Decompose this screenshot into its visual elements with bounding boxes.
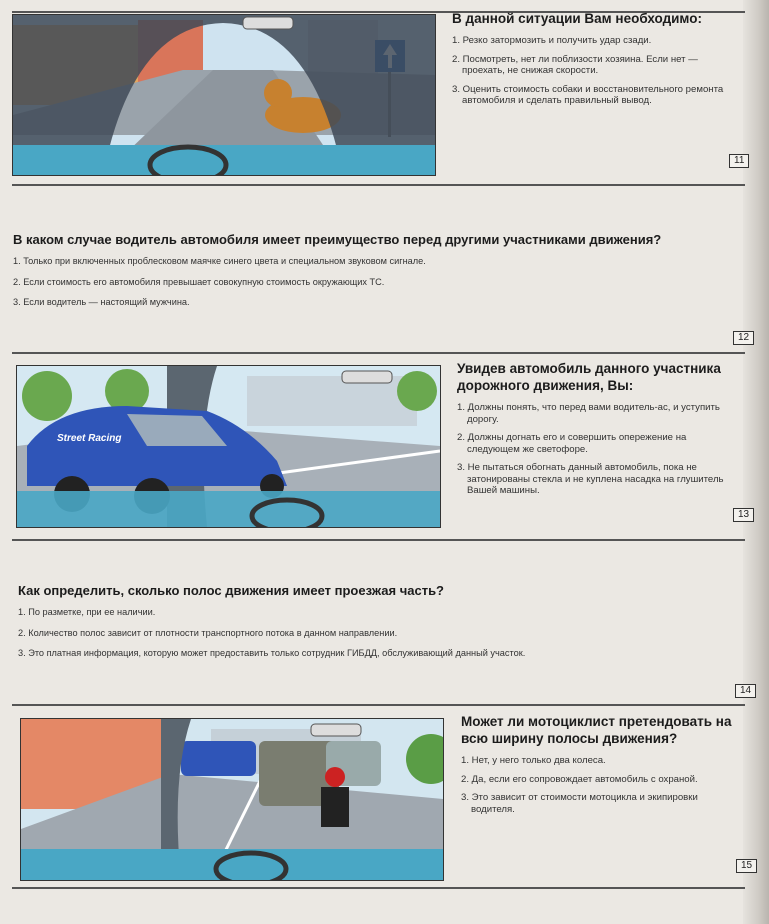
question-number-badge: 12	[733, 331, 754, 345]
illustration-street-racing-car	[16, 365, 441, 528]
divider	[12, 184, 745, 186]
answer-option-2[interactable]: 2. Количество полос зависит от плотности транспортного потока в данном направлении.	[18, 627, 398, 638]
page-edge-shadow	[743, 0, 769, 924]
question-number-badge: 14	[735, 684, 756, 698]
answer-option-1[interactable]: 1. По разметке, при ее наличии.	[18, 607, 156, 617]
question-11	[452, 10, 737, 114]
divider	[12, 704, 745, 706]
answer-option-3[interactable]: 3. Не пытаться обогнать данный автомобиль, пока не затонированы стекла и не куплена насадка на глушитель Вашей машины.	[457, 462, 724, 496]
question-title: Как определить, сколько полос движения имеет проезжая часть?	[18, 583, 444, 598]
answer-option-3[interactable]: 3. Это платная информация, которую может предоставить только сотрудник ГИБДД, обслуживающий данный участок.	[18, 648, 526, 658]
question-12	[13, 231, 733, 318]
answer-option-2[interactable]: 2. Посмотреть, нет ли поблизости хозяина. Если нет — проехать, не снижая скорости.	[452, 53, 698, 76]
question-title: Может ли мотоциклист претендовать на всю ширину полосы движения?	[461, 714, 732, 746]
answer-option-2[interactable]: 2. Да, если его сопровождает автомобиль с охраной.	[461, 773, 698, 785]
question-number-badge: 11	[729, 154, 749, 168]
illustration-motorcyclist-in-lane	[20, 718, 444, 881]
question-13	[457, 360, 737, 504]
answer-option-3[interactable]: 3. Это зависит от стоимости мотоцикла и экипировки водителя.	[461, 792, 698, 815]
question-14	[18, 582, 733, 669]
divider	[12, 539, 745, 541]
question-title: В данной ситуации Вам необходимо:	[452, 11, 702, 26]
question-number-badge: 15	[736, 859, 757, 873]
answer-option-2[interactable]: 2. Если стоимость его автомобиля превышает совокупную стоимость окружающих ТС.	[13, 276, 385, 287]
question-number-badge: 13	[733, 508, 754, 522]
divider	[12, 887, 745, 889]
question-title: Увидев автомобиль данного участника дорожного движения, Вы:	[457, 361, 721, 393]
divider	[12, 352, 745, 354]
car-decal-text: Street Racing	[57, 433, 122, 444]
answer-option-1[interactable]: 1. Нет, у него только два колеса.	[461, 755, 606, 766]
illustration-dog-on-road	[12, 14, 436, 176]
answer-option-3[interactable]: 3. Если водитель — настоящий мужчина.	[13, 297, 190, 307]
answer-option-3[interactable]: 3. Оценить стоимость собаки и восстановительного ремонта автомобиля и сделать правильный вывод.	[452, 83, 724, 106]
question-title: В каком случае водитель автомобиля имеет преимущество перед другими участниками движения?	[13, 232, 662, 247]
answer-option-1[interactable]: 1. Должны понять, что перед вами водитель-ас, и уступить дорогу.	[457, 402, 720, 425]
question-15	[461, 713, 741, 822]
answer-option-1[interactable]: 1. Резко затормозить и получить удар сзади.	[452, 35, 652, 46]
answer-option-1[interactable]: 1. Только при включенных проблесковом маячке синего цвета и специальном звуковом сигнале.	[13, 256, 426, 266]
answer-option-2[interactable]: 2. Должны догнать его и совершить опережение на следующем же светофоре.	[457, 432, 687, 455]
